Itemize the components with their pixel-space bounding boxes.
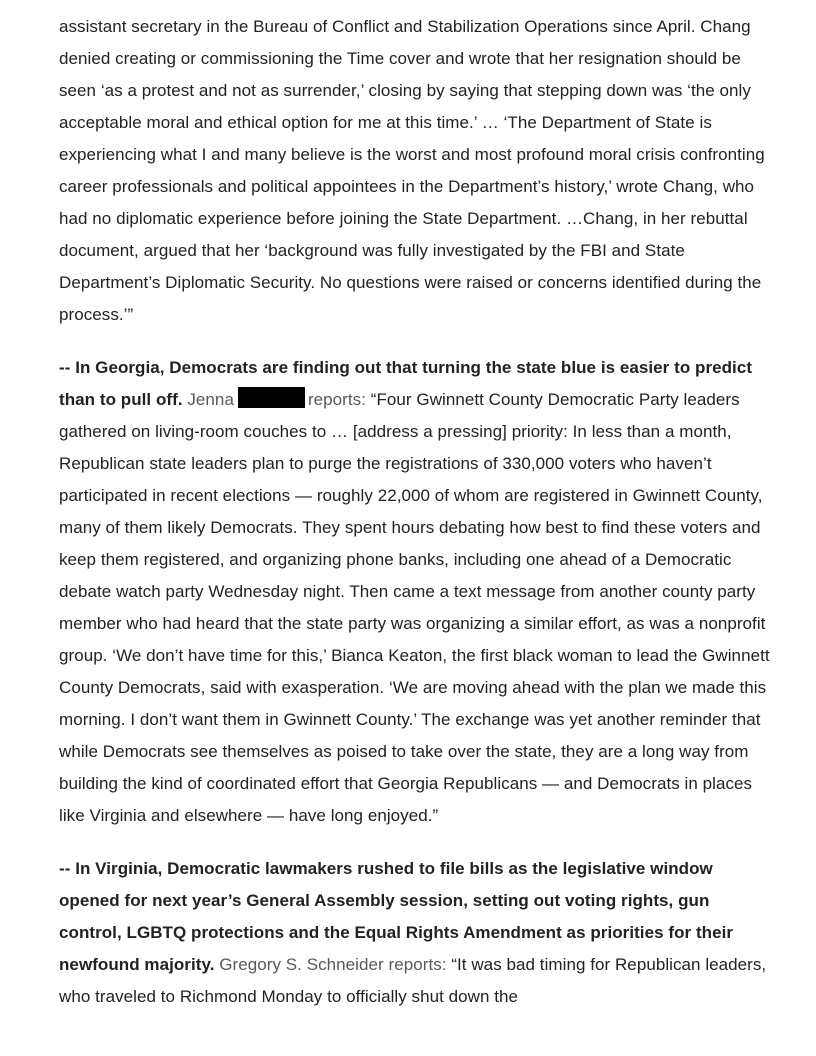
- reporter-credit: Gregory S. Schneider reports:: [219, 955, 447, 974]
- paragraph-chang-resignation: [59, 11, 771, 331]
- paragraph-georgia: [59, 352, 771, 832]
- paragraph-lead: -- In Virginia, Democratic lawmakers rushed to file bills as the legislative window opened for next year’s General Assembly session, setting out voting rights, gun control, LGBTQ protections and the Equal Rights Amendment as priorities for their newfound majority.: [59, 859, 734, 974]
- article-body: [59, 11, 771, 1013]
- paragraph-text: “Four Gwinnett County Democratic Party leaders gathered on living-room couches to … [address a pressing] priority: In less than a month, Republican state leaders plan to purge the registrations of 330,000 voters who haven’t participated in recent elections — roughly 22,000 of whom are registered in Gwinnett County, many of them likely Democrats. They spent hours debating how best to find these voters and keep them registered, and organizing phone banks, including one ahead of a Democratic debate watch party Wednesday night. Then came a text message from another county party member who had heard that the state party was organizing a similar effort, as was a nonprofit group. ‘We don’t have time for this,’ Bianca Keaton, the first black woman to lead the Gwinnett County Democrats, said with exasperation. ‘We are moving ahead with the plan we made this morning. I don’t want them in Gwinnett County.’ The exchange was yet another reminder that while Democrats see themselves as poised to take over the state, they are a long way from building the kind of coordinated effort that Georgia Republicans — and Democrats in places like Virginia and elsewhere — have long enjoyed.”: [59, 390, 770, 825]
- redacted-name-box: [238, 387, 305, 408]
- paragraph-text: “It was bad timing for Republican leaders, who traveled to Richmond Monday to officially shut down the: [59, 955, 767, 1006]
- reporter-first-name: Jenna: [187, 390, 234, 409]
- paragraph-virginia: [59, 853, 771, 1013]
- reporter-reports-label: reports:: [307, 390, 366, 409]
- paragraph-text: assistant secretary in the Bureau of Conflict and Stabilization Operations since April. Chang denied creating or commissioning the Time cover and wrote that her resignation should be seen ‘as a protest and not as surrender,’ closing by saying that stepping down was ‘the only acceptable moral and ethical option for me at this time.’ … ‘The Department of State is experiencing what I and many believe is the worst and most profound moral crisis confronting career professionals and political appointees in the Department’s history,’ wrote Chang, who had no diplomatic experience before joining the State Department. …Chang, in her rebuttal document, argued that her ‘background was fully investigated by the FBI and State Department’s Diplomatic Security. No questions were raised or concerns identified during the process.’”: [59, 17, 765, 324]
- paragraph-lead: -- In Georgia, Democrats are finding out that turning the state blue is easier to predict than to pull off.: [59, 358, 753, 409]
